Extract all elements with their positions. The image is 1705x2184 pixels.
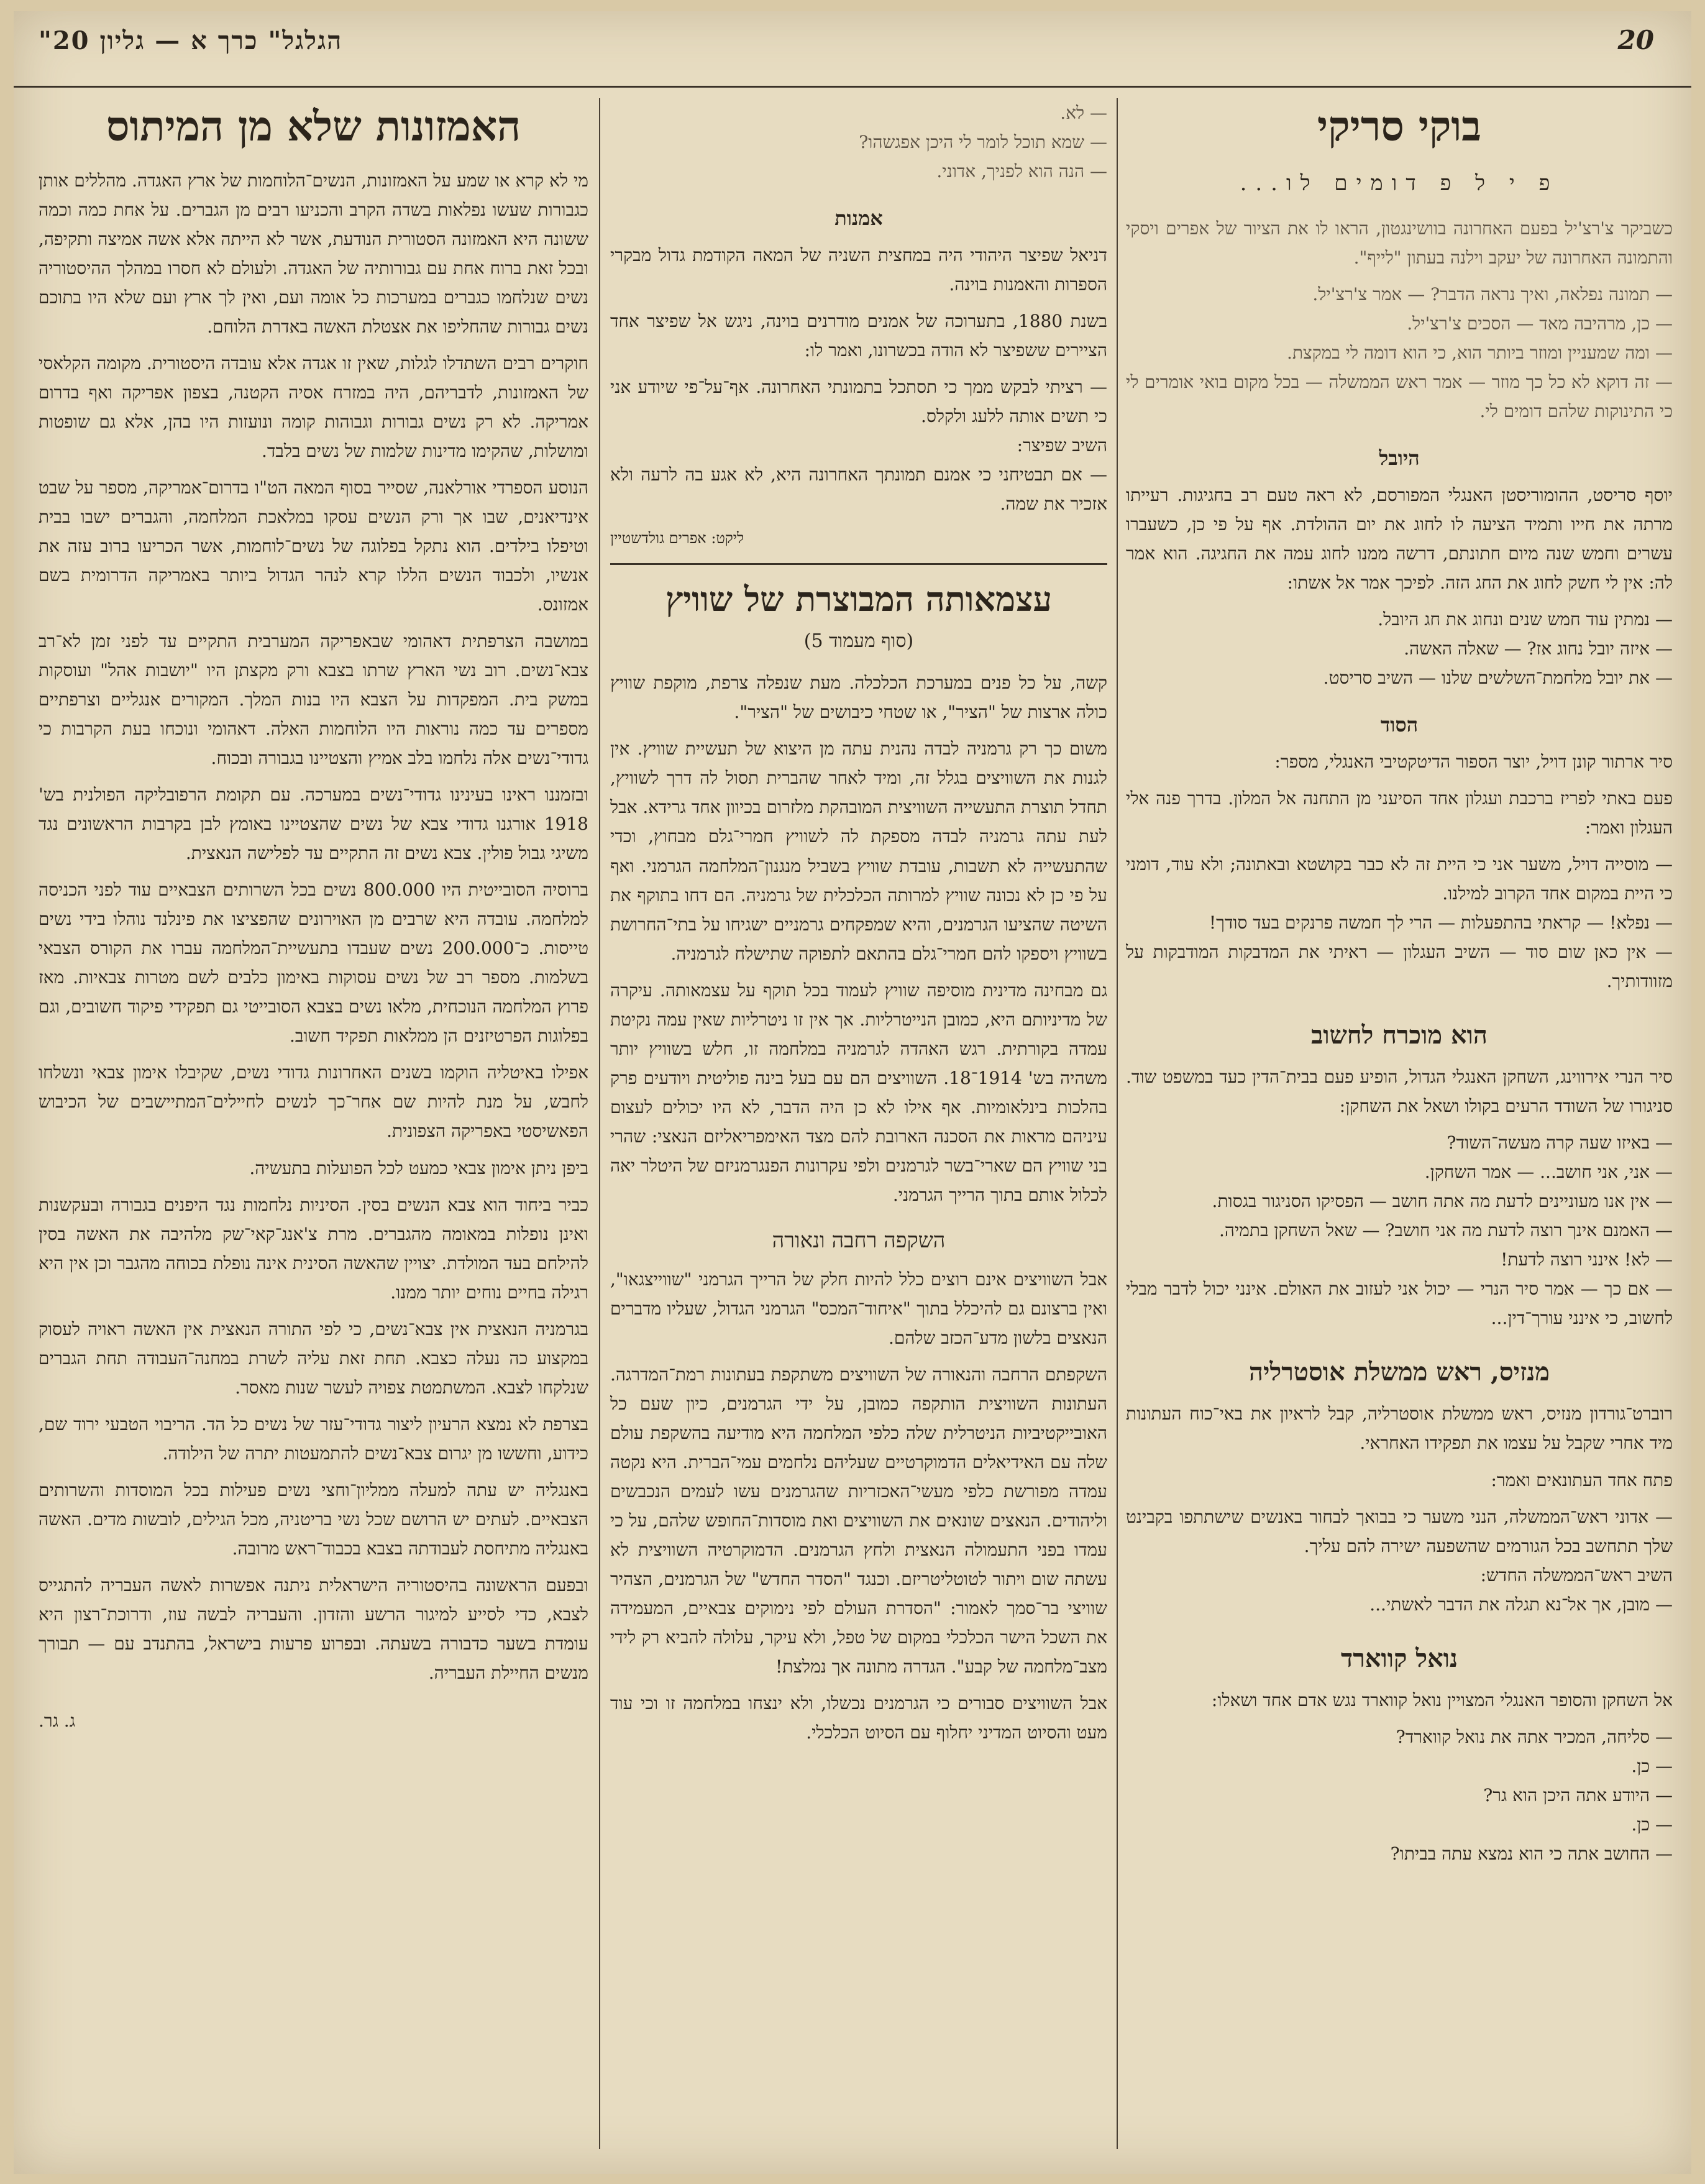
paragraph: משום כך רק גרמניה לבדה נהנית עתה מן היצוא של תעשיית שוויץ. אין לגנות את השוויצים בגלל זה, ומיד לאחר שהברית תסול לה דרך לשוויץ, תחדל תוצרת התעשייה השוויצית המובהקת מלזרום בכיוון אחד גרידא. אבל לעת עתה גרמניה לבדה מספקת לה לשוויץ חמרי־גלם מבחוץ, וכדי שהתעשייה לא תשבות, עובדת שוויץ בשביל מנגנון־המלחמה הגרמני. ואף על פי כן לא נכונה שוויץ למרותה הכלכלית של גרמניה. הם דחו בתוקף את השיטה שהציעו הגרמנים, והיא שמפקחים גרמניים ישגיחו על בתי־החרושת בשוויץ ויספקו להם חמרי־גלם בהתאם לתפוקה שתישלח לגרמניה.	[610, 738, 1107, 964]
column-right	[1126, 98, 1673, 2162]
paragraph: במושבה הצרפתית דאהומי שבאפריקה המערבית התקיים עד לפני זמן לא־רב צבא־נשים. רוב נשי הארץ שרתו בצבא ורק מקצתן היו "יושבות אהל" ועוסקות במשק בית. המפקדות על הצבא היו בנות המלך. המקורים אנגליים וצרפתיים מספרים עד כמה נוראות היו הלוחמות האלה. דאהומי ונוכחו בעת הקרבות כי גדודי־נשים אלה נלחמו בלב אמיץ והצטיינו בגבורה ובכוח.	[39, 630, 588, 769]
paragraph: פתח אחד העתונאים ואמר:	[1491, 1469, 1673, 1490]
paragraph: סיר ארתור קונן דויל, יוצר הספור הדיטקטיבי האנגלי, מספר:	[1274, 751, 1673, 772]
dialog-line: — ומה שמעניין ומוזר ביותר הוא, כי הוא דומה לי במקצת.	[1287, 342, 1673, 363]
paragraph: אבל השוויצים סבורים כי הגרמנים נכשלו, ולא ינצחו במלחמה זו וכי עוד מעט והסיוט המדיני יחלוף עם הסיוט הכלכלי.	[610, 1693, 1107, 1743]
paragraph: אל השחקן והסופר האנגלי המצויין נואל קווארד נגש אדם אחד ושאלו:	[1211, 1689, 1673, 1710]
dialog-line: — את יובל מלחמת־השלשים שלנו — השיב סריסט.	[1323, 667, 1673, 688]
paragraph: בגרמניה הנאצית אין צבא־נשים, כי לפי התורה הנאצית אין האשה ראויה לעסוק במקצוע כה נעלה כצבא. תחת זאת עליה לשרת במחנה־העבודה תחת הגברים שנלקחו לצבא. המשתמטת צפויה לעשר שנות מאסר.	[39, 1318, 588, 1398]
paragraph: בצרפת לא נמצא הרעיון ליצור גדודי־עזר של נשים כל הד. הריבוי הטבעי ירוד שם, כידוע, וחששו מן יגרום צבא־נשים להתמעטות יתרה של הילודה.	[39, 1413, 588, 1464]
dialog-line: — נמתין עוד חמש שנים ונחוג את חג היובל.	[1378, 608, 1673, 630]
dialog-line: השיב שפיצר:	[1017, 435, 1107, 456]
paragraph: דניאל שפיצר היהודי היה במחצית השניה של המאה הקודמת גדול מבקרי הספרות והאמנות בוינה.	[610, 244, 1107, 295]
dialog-line: — מובן, אך אל־נא תגלה את הדבר לאשתי...	[1369, 1594, 1673, 1615]
column-title: בוקי סריקי	[1317, 102, 1482, 150]
paragraph: הנוסע הספרדי אורלאנה, שסייר בסוף המאה הט"ו בדרום־אמריקה, מספר על שבט אינדיאנים, שבו אך ורק הנשים עסקו במלאכת המלחמה, והגברים ישבו בבית וטיפלו בילדים. הוא נתקל בפלוגה של נשים־לוחמות, אשר הכריעו ברוב עזה את אנשיו, ולכבוד הנשים הללו קרא לנהר הגדול ביותר באמריקה הדרומית בשם אמזונס.	[39, 477, 588, 615]
dialog-line: — סליחה, המכיר אתה את נואל קווארד?	[1396, 1726, 1673, 1747]
dialog-line: — אין אנו מעוניינים לדעת מה אתה חושב — הפסיקו הסניגור בגסות.	[1212, 1191, 1673, 1212]
dialog-line: — מוסייה דויל, משער אני כי היית זה לא כבר בקושטא ובאתונה; ולא עוד, דומני כי היית במקום אחד הקרוב למילנו.	[1126, 853, 1673, 904]
dialog-line: — כן.	[1631, 1755, 1673, 1776]
paragraph: ובפעם הראשונה בהיסטוריה הישראלית ניתנה אפשרות לאשה העבריה להתגייס לצבא, כדי לסייע למיגור הרשע והזדון. והעבריה לבשה עוז, ודרוכת־רצון היא עומדת בשער כדבורה בשעתה. ובפרוע פרעות בישראל, בהתנדב עם — תבורך מנשים החיילת העבריה.	[39, 1574, 588, 1683]
dialog-line: — החושב אתה כי הוא נמצא עתה בביתו?	[1390, 1843, 1673, 1865]
paragraph: ביפן ניתן אימון צבאי כמעט לכל הפועלות בתעשיה.	[249, 1157, 588, 1178]
dialog-line: — לא! אינני רוצה לדעת!	[1501, 1249, 1673, 1270]
column-left	[39, 98, 588, 2162]
article-continuation-note: (סוף מעמוד 5)	[803, 630, 914, 652]
dialog-line: — כן, מרהיבה מאד — הסכים צ'רצ'יל.	[1407, 313, 1673, 334]
dialog-line: — תמונה נפלאה, ואיך נראה הדבר? — אמר צ'רצ'יל.	[1312, 283, 1673, 305]
dialog-line: — הנה הוא לפניך, אדוני.	[936, 161, 1107, 182]
dialog-line: — שמא תוכל לומר לי היכן אפגשהו?	[859, 132, 1107, 153]
article-title: עצמאותה המבוצרת של שוויץ	[665, 579, 1053, 620]
article-title: האמזונות שלא מן המיתוס	[106, 102, 521, 150]
section-heading: הוא מוכרח לחשוב	[1311, 1020, 1488, 1050]
dialog-line: — אדוני ראש־הממשלה, הנני משער כי בבואך לבחור באנשים שישתתפו בקבינט שלך תתחשב בכל הגורמים שהשפעה ישירה להם עליך.	[1126, 1506, 1673, 1556]
column-middle	[610, 98, 1107, 2162]
paragraph: גם מבחינה מדינית מוסיפה שוויץ לעמוד בכל תוקף על עצמאותה. עיקרה של מדיניותם היא, כמובן הנייטרליות. אך אין זו ניטרליות שאין עמה נקיטת עמדה בקורתית. רגש האהדה לגרמניה במלחמה זו, חלש בשוויץ יותר משהיה בש' 1914־18. השוויצים הם עם בעל בינה פוליטית ויודעים פרק בהלכות בינלאומיות. אף אילו לא כן היה הדבר, לא היו יכולים לעצום עיניהם מראות את הסכנה הארובת להם מצד האימפריאליזם הנאצי: שהרי בני שוויץ הם שארי־בשר לגרמנים ולפי עקרונות הפנגרמניזם של היטלר יאה לכלול אותם בתוך הרייך הגרמני.	[610, 980, 1107, 1205]
section-heading: הסוד	[1380, 712, 1419, 736]
paragraph: אבל השוויצים אינם רוצים כלל להיות חלק של הרייך הגרמני "שווייצגאו", ואין ברצונם גם להיכלל בתוך "איחוד־המכס" הגרמני הגדול, שעליו מדברים הנאצים בלשון מדע־הכזב שלהם.	[610, 1269, 1107, 1349]
section-heading: היובל	[1379, 446, 1420, 470]
dialog-line: — כן.	[1631, 1814, 1673, 1835]
compiler-credit: ליקט: אפרים גולדשטיין	[610, 530, 744, 548]
page-number: 20	[1617, 25, 1654, 55]
paragraph: באנגליה יש עתה למעלה ממליון־וחצי נשים פעילות בכל המוסדות והשרותים הצבאיים. לעתים יש הרושם שכל נשי בריטניה, מכל הגילים, לובשות מדים. האשה באנגליה מתיחסת לעבודתה בצבא בכבוד־ראש מרובה.	[39, 1479, 588, 1559]
newspaper-page	[14, 11, 1691, 2174]
section-divider	[610, 563, 1107, 565]
paragraph: בשנת 1880, בתערוכה של אמנים מודרנים בוינה, ניגש אל שפיצר אחד הציירים ששפיצר לא הודה בכשרונו, ואמר לו:	[610, 310, 1107, 360]
paragraph: כשביקר צ'רצ'יל בפעם האחרונה בוושינגטון, הראו לו את הציור של אפרים ויסקי והתמונה האחרונה של יעקב וילנה בעתון "לייף".	[1126, 218, 1673, 268]
dialog-line: — אין כאן שום סוד — השיב העגלון — ראיתי את המדבקות המודבקות על מזוודותיך.	[1126, 941, 1673, 991]
paragraph: סיר הנרי אירווינג, השחקן האנגלי הגדול, הופיע פעם בבית־הדין כעד במשפט שוד. סניגורו של השודד הרעים בקולו ושאל את השחקן:	[1126, 1066, 1673, 1117]
paragraph: השקפתם הרחבה והנאורה של השוויצים משתקפת בעתונות רמת־המדרגה. העתונות השוויצית הותקפה כמובן, על ידי הגרמנים, כיון שעם כל האובייקטיביות הניטרלית שלה כלפי המלחמה היא מודיעה בהשקפת עולם שלה עם האידיאלים הדמוקרטיים שעליהם נלחמים עמי־הברית. היא נקטה עמדה מפורשת כלפי מעשי־האכזריות שהגרמנים עשו לעמים הנכבשים וליהודים. הנאצים שונאים את השוויצים ואת מוסדות־החופש שלהם, על כי עמדו בפני התעמולה הנאצית ולחץ הגרמנים. הדמוקרטיה השוויצית לא עשתה שום ויתור לטוטליטריזם. וכנגד "הסדר החדש" של הגרמנים, הצהיר שוויצי בר־סמך לאמור: "הסדרת העולם לפי נימוקים צבאיים, המעמידה את השכל הישר הכלכלי במקום של טפל, ולא עיקר, עלולה להביא רק לידי מצב־מלחמה של קבע". הגדרה מתונה אך נמלצת!	[610, 1364, 1107, 1677]
dialog-line: — היודע אתה היכן הוא גר?	[1483, 1784, 1673, 1805]
paragraph: אפילו באיטליה הוקמו בשנים האחרונות גדודי נשים, שקיבלו אימון צבאי ונשלחו לחבש, על מנת להיות שם אחר־כך לנשים לחיילים־המתיישבים של הכיבוש הפאשיסטי באפריקה הצפונית.	[39, 1062, 588, 1142]
dialog-line: — באיזו שעה קרה מעשה־השוד?	[1447, 1132, 1673, 1154]
paragraph: רוברט־גורדון מנזיס, ראש ממשלת אוסטרליה, קבל לראיון את באי־כוח העתונות מיד אחרי שקבל על עצמו את תפקידו האחראי.	[1126, 1403, 1673, 1454]
dialog-line: — רציתי לבקש ממך כי תסתכל בתמונתי האחרונה. אף־על־פי שיודע אני כי תשים אותה ללעג ולקלס.	[610, 376, 1107, 426]
paragraph: קשה, על כל פנים במערכת הכלכלה. מעת שנפלה צרפת, מוקפת שוויץ כולה ארצות של "הציר", או שטחי כיבושים של "הציר".	[610, 672, 1107, 723]
dialog-line: — אם תבטיחני כי אמנם תמונתך האחרונה היא, לא אגע בה לרעה ולא אזכיר את שמה.	[610, 464, 1107, 515]
paragraph: כביר ביחוד הוא צבא הנשים בסין. הסיניות נלחמות נגד היפנים בגבורה ובעקשנות ואינן נופלות במאומה מהגברים. מרת צ'אנג־קאי־שק מלהיבה את האשה בסין להילחם בעד המולדת. יצויין שהאשה הסינית אינה נופלת בכוחה מהגבר וכן אין היא רגילה בחיים נוחים יותר ממנו.	[39, 1194, 588, 1303]
paragraph: חוקרים רבים השתדלו לגלות, שאין זו אגדה אלא עובדה היסטורית. מקומה הקלאסי של האמזונות, לדבריהם, היה במזרח אסיה הקטנה, בצפון אפריקה ואף בדרום אמריקה. לא רק נשים גבורות וגבוהות קומה ונועזות היו בהן, אלא גם שופטות ומושלות, שהקימו מדינות שלמות של נשים בלבד.	[39, 352, 588, 461]
dialog-line: — לא.	[1060, 103, 1107, 123]
dialog-line: — אני, אני חושב... — אמר השחקן.	[1424, 1162, 1673, 1183]
dialog-line: השיב ראש־הממשלה החדש:	[1480, 1564, 1673, 1585]
section-heading: אמנות	[834, 206, 883, 231]
page-header	[14, 11, 1691, 88]
section-heading: נואל קווארד	[1340, 1643, 1458, 1673]
paragraph: פעם באתי לפריז ברכבת ועגלון אחד הסיעני מן התחנה אל המלון. בדרך פנה אלי העגלון ואמר:	[1126, 787, 1673, 838]
paragraph: מי לא קרא או שמע על האמזונות, הנשים־הלוחמות של ארץ האגדה. מהללים אותן כגבורות שעשו נפלאות בשדה הקרב והכניעו רבים מן הגברים. על אחת כמה וכמה ששונה היא האמזונה הסטורית הנודעת, אשר לא הייתה אלא אשה אמיצה ותקיפה, ובכל זאת ברוח אחת עם גבורותיה של האגדה. ולעולם לא חסרו במהלך ההיסטוריה נשים שנלחמו כגברים במערכות כל אומה ועם, ואין לך ארץ ועם שלא היו בתוכם נשים גבורות שהחליפו את אצטלת האשה באדרת הלוחם.	[39, 170, 588, 337]
column-rule	[1117, 98, 1118, 2149]
column-subtitle: פ י ל פ דומים לו...	[1240, 170, 1559, 196]
dialog-line: — האמנם אינך רוצה לדעת מה אני חושב? — שאל השחקן בתמיה.	[1218, 1220, 1673, 1241]
dialog-line: — זה דוקא לא כל כך מוזר — אמר ראש הממשלה — בכל מקום בואי אומרים לי כי התינוקות שלהם דומים לי.	[1126, 371, 1673, 421]
author-signature: ג. גר.	[39, 1710, 75, 1732]
dialog-line: — נפלא! — קראתי בהתפעלות — הרי לך חמשה פרנקים בעד סודך!	[1209, 912, 1673, 933]
dialog-line: — אם כך — אמר סיר הנרי — יכול אני לעזוב את האולם. אינני יכול לדבר מבלי לחשוב, כי אינני עורך־דין...	[1126, 1278, 1673, 1329]
paragraph: ובזמננו ראינו בעינינו גדודי־נשים במערכה. עם תקומת הרפובליקה הפולנית בש' 1918 אורגנו גדודי צבא של נשים שהצטיינו באומץ לבן בקרבות הראשונים נגד משיגי גבול פולין. צבא נשים זה התקיים עד לפלישה הנאצית.	[39, 784, 588, 864]
section-heading: מנזיס, ראש ממשלת אוסטרליה	[1248, 1357, 1550, 1387]
section-heading: השקפה רחבה ונאורה	[772, 1227, 946, 1253]
dialog-line: — איזה יובל נחוג אז? — שאלה האשה.	[1404, 638, 1673, 659]
paragraph: יוסף סריסט, ההומוריסטן האנגלי המפורסם, לא ראה טעם רב בחגיגות. רעייתו מרתה את חייו ותמיד הציעה לו לחוג את יום ההולדת. אף על פי כן, כשעברו עשרים וחמש שנה מיום חתונתם, דרשה ממנו לחוג עמה את החגיגה. הוא אמר לה: אין לי חשק לחוג את החג הזה. לפיכך אמר אל אשתו:	[1126, 484, 1673, 593]
paragraph: ברוסיה הסובייטית היו 800.000 נשים בכל השרותים הצבאיים עוד לפני הכניסה למלחמה. עובדה היא שרבים מן האוירונים שהפציצו את פינלנד נוהלו בידי נשים טייסות. כ־200.000 נשים שעבדו בתעשיית־המלחמה עברו את הקורס הצבאי בשלמות. מספר רב של נשים עסוקות באימון כלבים לשם מטרות צבאיות. מאז פרוץ המלחמה הנוכחית, מלאו נשים בצבא הסובייטי גם תפקידי פיקוד חשובים, וגם בפלוגות הפרטיזנים הן ממלאות תפקיד חשוב.	[39, 879, 588, 1047]
running-head: "הגלגל" כרך א — גליון 20	[39, 26, 343, 55]
column-rule	[599, 98, 600, 2149]
